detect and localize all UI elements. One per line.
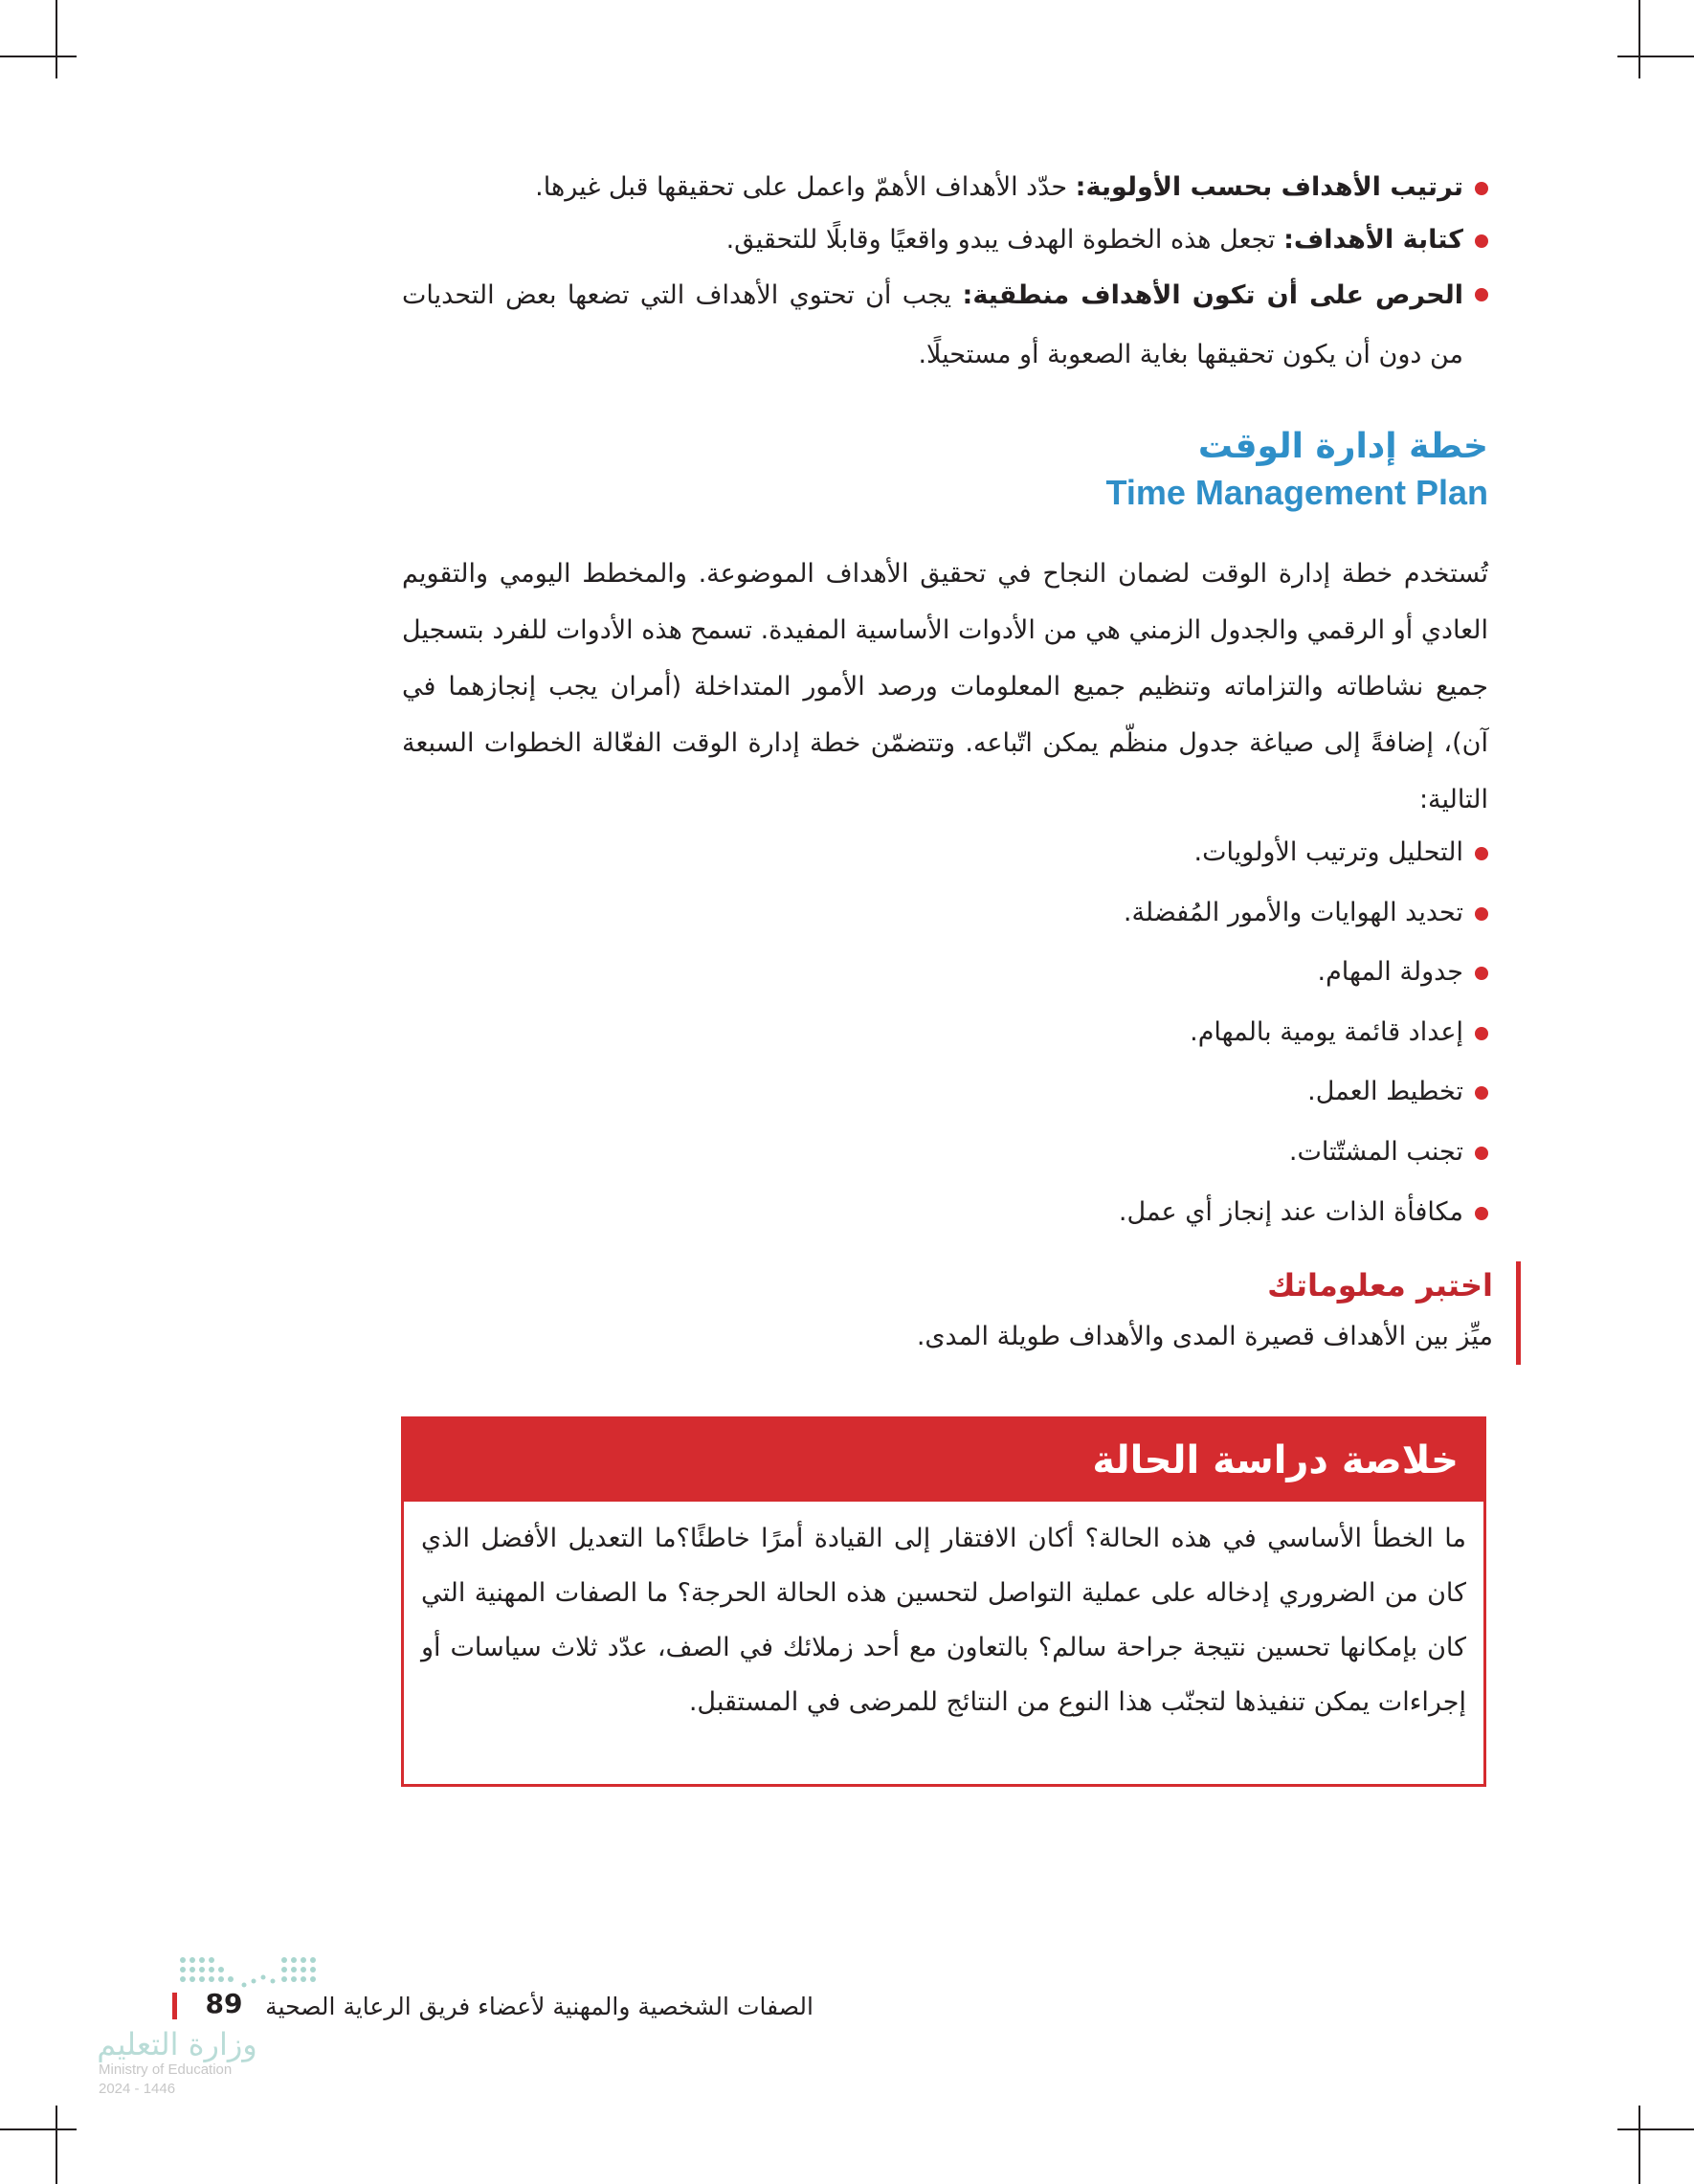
list-item	[402, 266, 1488, 385]
list-item: تخطيط العمل.	[402, 1062, 1488, 1123]
item-term: ترتيب الأهداف بحسب الأولوية:	[1075, 172, 1463, 202]
list-item: تحديد الهوايات والأمور المُفضلة.	[402, 883, 1488, 944]
crop-mark	[1638, 2106, 1640, 2184]
crop-mark	[1617, 2128, 1694, 2130]
ministry-logo	[91, 1952, 349, 2096]
list-item: مكافأة الذات عند إنجاز أي عمل.	[402, 1183, 1488, 1243]
crop-mark	[56, 2106, 57, 2184]
footer-book-title: الصفات الشخصية والمهنية لأعضاء فريق الرعاية الصحية	[265, 1993, 814, 2020]
case-summary-box	[401, 1416, 1486, 1787]
list-item: جدولة المهام.	[402, 943, 1488, 1003]
crop-mark	[1617, 56, 1694, 57]
list-item: التحليل وترتيب الأولويات.	[402, 823, 1488, 883]
item-text: تجعل هذه الخطوة الهدف يبدو واقعيًا وقابلًا للتحقيق.	[725, 225, 1284, 255]
crop-mark	[0, 56, 77, 57]
intro-paragraph: تُستخدم خطة إدارة الوقت لضمان النجاح في تحقيق الأهداف الموضوعة. والمخطط اليومي والتقويم العادي أو الرقمي والجدول الزمني هي من الأدوات الأساسية المفيدة. تسمح هذه الأدوات للفرد بتسجيل جميع نشاطاته والتزاماته وتنظيم جميع المعلومات ورصد الأمور المتداخلة (أمران يجب إنجازهما في آن)، إضافةً إلى صياغة جدول منظّم يمكن اتّباعه. وتتضمّن خطة إدارة الوقت الفعّالة الخطوات السبعة التالية:	[402, 559, 1488, 814]
ministry-name-arabic: وزارة التعليم	[97, 2026, 257, 2062]
page-number: 89	[205, 1988, 243, 2019]
section-title-english: Time Management Plan	[1105, 473, 1488, 512]
goals-list	[402, 161, 1488, 385]
case-summary-heading: خلاصة دراسة الحالة	[404, 1419, 1483, 1502]
item-text: حدّد الأهداف الأهمّ واعمل على تحقيقها قبل غيرها.	[535, 172, 1076, 202]
list-item: إعداد قائمة يومية بالمهام.	[402, 1003, 1488, 1063]
item-text: يجب أن تحتوي الأهداف التي تضعها بعض التحديات من دون أن يكون تحقيقها بغاية الصعوبة أو مستحيلًا.	[402, 280, 1463, 369]
item-term: كتابة الأهداف:	[1283, 225, 1463, 255]
ministry-name-english: Ministry of Education	[99, 2061, 233, 2078]
test-yourself-question: ميِّز بين الأهداف قصيرة المدى والأهداف طويلة المدى.	[916, 1322, 1493, 1351]
edition-year: 2024 - 1446	[99, 2081, 176, 2097]
crop-mark	[56, 0, 57, 78]
list-item	[402, 213, 1488, 266]
case-summary-text: ما الخطأ الأساسي في هذه الحالة؟ أكان الافتقار إلى القيادة أمرًا خاطئًا؟ما التعديل الأفضل الذي كان من الضروري إدخاله على عملية التواصل لتحسين هذه الحالة الحرجة؟ ما الصفات المهنية التي كان بإمكانها تحسين نتيجة جراحة سالم؟ بالتعاون مع أحد زملائك في الصف، عدّد ثلاث سياسات أو إجراءات يمكن تنفيذها لتجنّب هذا النوع من النتائج للمرضى في المستقبل.	[421, 1524, 1466, 1717]
crop-mark	[1638, 0, 1640, 78]
section-title-arabic: خطة إدارة الوقت	[1197, 427, 1488, 466]
test-yourself-heading: اختبر معلوماتك	[1267, 1267, 1493, 1304]
test-yourself-box	[794, 1261, 1521, 1365]
crop-mark	[0, 2128, 77, 2130]
list-item	[402, 161, 1488, 213]
list-item: تجنب المشتّتات.	[402, 1123, 1488, 1183]
item-term: الحرص على أن تكون الأهداف منطقية:	[962, 280, 1463, 310]
steps-list	[402, 823, 1488, 1242]
logo-dots-icon	[177, 1952, 349, 1991]
